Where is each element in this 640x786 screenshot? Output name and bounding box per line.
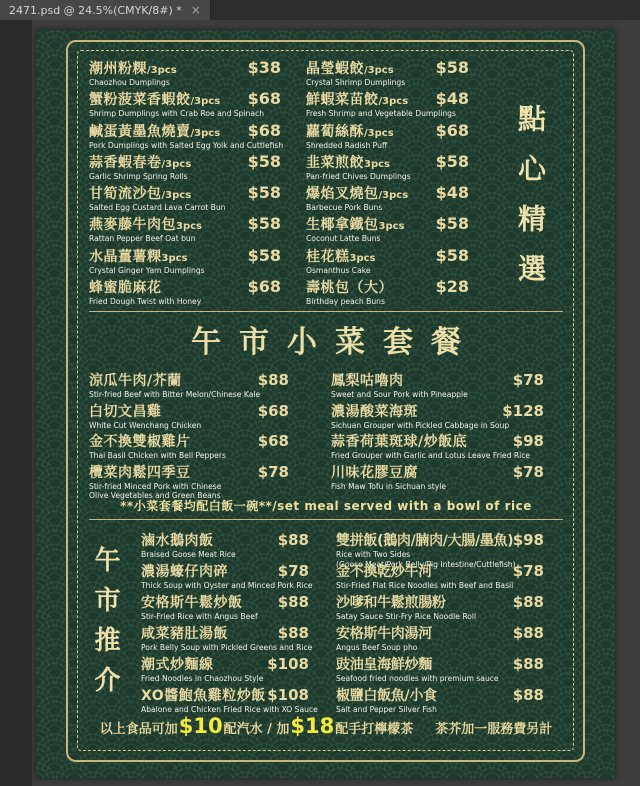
item-name-cn: 桂花糕3pcs — [306, 248, 376, 265]
menu-item-row — [89, 152, 281, 172]
menu-item — [89, 277, 281, 308]
item-name-cn: 鹹蛋黃墨魚燒賣/3pcs — [89, 123, 221, 140]
item-name-cn: 滷水鵝肉飯 — [141, 533, 214, 549]
menu-item — [89, 183, 281, 214]
item-price: $88 — [277, 531, 309, 549]
item-name-en: Satay Sauce Stir-Fry Rice Noodle Roll — [336, 612, 477, 621]
item-price: $58 — [247, 183, 281, 203]
menu-item — [89, 152, 281, 183]
tab-close-icon[interactable]: × — [190, 3, 201, 17]
item-name-en: Salt and Pepper Silver Fish — [336, 705, 437, 714]
footnote-text-1: 以上食品可加 — [99, 722, 178, 737]
item-name-en: Stir-Fried Flat Rice Noodles with Beef and Basil — [336, 581, 514, 590]
item-qty: /3pcs — [364, 65, 394, 76]
lunch-special-left-column — [141, 530, 318, 716]
dimsum-left-column — [89, 58, 284, 308]
item-price: $28 — [435, 277, 469, 297]
item-name-cn: 燕麥藤牛肉包3pcs — [89, 217, 202, 234]
item-name-cn: 鮮蝦菜苗餃/3pcs — [306, 92, 409, 109]
item-name-en: Braised Goose Meat Rice — [141, 550, 236, 559]
item-name-en: Sichuan Grouper with Pickled Cabbage in Soup — [331, 420, 510, 430]
menu-item — [89, 401, 289, 432]
menu-item-row — [89, 370, 289, 390]
item-qty: 3pcs — [349, 252, 376, 264]
item-name-en: Garlic Shrimp Spring Rolls — [89, 171, 188, 181]
menu-item-row — [306, 214, 469, 234]
item-name-en: Stir-Fried Rice with Angus Beef — [141, 612, 258, 621]
item-price: $88 — [277, 624, 309, 642]
item-name-cn: 蒜香蝦春卷/3pcs — [89, 154, 192, 171]
menu-item-row — [141, 530, 309, 550]
item-qty: 3pcs — [176, 221, 202, 233]
menu-item-row — [89, 214, 281, 234]
item-qty: /3pcs — [364, 127, 394, 139]
menu-item — [306, 152, 469, 183]
item-name-en: Thick Soup with Oyster and Minced Pork Rice — [141, 581, 313, 590]
item-name-en: Abalone and Chicken Fried Rice with XO Sauce — [141, 705, 318, 714]
section-divider-bottom — [89, 519, 563, 520]
item-name-cn: 安格斯牛鬆炒飯 — [141, 595, 243, 611]
item-name-en: Chaozhou Dumplings — [89, 78, 170, 87]
menu-item-row — [89, 58, 281, 78]
item-name-en: Fried Grouper with Garlic and Lotus Leave Fried Rice — [331, 451, 531, 460]
item-qty: 3pcs — [378, 221, 405, 233]
item-name-en: Stir-fried Minced Pork with Chinese — [89, 481, 222, 491]
item-price: $38 — [247, 58, 281, 77]
item-qty: /3pcs — [378, 190, 409, 202]
item-name-cn: 生椰拿鐵包3pcs — [306, 217, 405, 234]
menu-item-row — [306, 183, 469, 203]
item-name-cn: 爆焰叉燒包/3pcs — [306, 186, 409, 203]
menu-item-row — [336, 561, 544, 581]
item-price: $78 — [257, 462, 289, 481]
menu-item-row — [306, 58, 469, 78]
item-name-cn: 蘿蔔絲酥/3pcs — [306, 123, 394, 140]
item-name-cn: 水晶薑薯粿3pcs — [89, 248, 188, 265]
item-price: $78 — [512, 562, 544, 580]
item-qty: /3pcs — [147, 65, 177, 76]
item-name-cn: 涼瓜牛肉/芥蘭 — [89, 373, 182, 389]
item-price: $68 — [257, 432, 289, 450]
menu-item-row — [306, 121, 469, 141]
dimsum-section-title: 點心精選 — [514, 104, 547, 304]
menu-item — [89, 89, 281, 120]
item-price: $78 — [277, 562, 309, 580]
menu-item-row — [141, 623, 309, 643]
item-price: $78 — [512, 371, 544, 389]
item-price: $98 — [512, 531, 544, 549]
item-price: $88 — [512, 593, 544, 611]
item-price: $58 — [435, 151, 469, 171]
document-tab-title: 2471.psd @ 24.5%(CMYK/8#) * — [9, 3, 182, 17]
menu-item-row — [336, 530, 544, 550]
item-name-en: Fresh Shrimp and Vegetable Dumplings — [306, 109, 456, 119]
menu-item — [336, 530, 544, 569]
menu-item-row — [306, 246, 469, 266]
menu-item-row — [306, 152, 469, 172]
item-price: $58 — [435, 245, 469, 265]
item-name-cn: 白切文昌雞 — [89, 403, 162, 420]
item-price: $58 — [247, 245, 281, 265]
item-price: $58 — [435, 214, 469, 234]
menu-footnote — [79, 714, 573, 738]
menu-item-row — [336, 654, 544, 674]
menu-item-row — [89, 183, 281, 203]
menu-item-row — [141, 685, 309, 705]
menu-item — [89, 246, 281, 277]
item-price: $58 — [435, 58, 469, 77]
menu-item — [306, 277, 469, 308]
item-price: $48 — [435, 89, 469, 109]
item-price: $68 — [435, 120, 469, 140]
panel-edge — [0, 20, 32, 786]
menu-item — [336, 654, 544, 685]
item-name-en: Thai Basil Chicken with Bell Peppers — [89, 451, 226, 460]
footnote-text-2: 配汽水 / 加 — [223, 722, 290, 737]
item-name-en: White Cut Wenchang Chicken — [89, 420, 202, 430]
menu-item-row — [336, 592, 544, 612]
item-qty: /3pcs — [190, 96, 221, 108]
menu-item — [336, 561, 544, 592]
item-qty: 3pcs — [364, 158, 390, 170]
item-price: $78 — [512, 462, 544, 481]
item-qty: /3pcs — [378, 96, 409, 108]
item-price: $88 — [277, 593, 309, 611]
item-name-cn: 豉油皇海鮮炒麵 — [336, 657, 432, 673]
menu-item-row — [331, 431, 544, 451]
item-name-cn: XO醬鮑魚雞粒炒飯 — [141, 688, 266, 704]
item-name-en: Seafood fried noodles with premium sauce — [336, 674, 499, 683]
menu-item — [306, 214, 469, 245]
menu-item — [141, 623, 313, 654]
item-name-en: Stir-fried Beef with Bitter Melon/Chinese Kale — [89, 390, 261, 399]
item-price: $88 — [512, 624, 544, 642]
item-name-en: Osmanthus Cake — [306, 265, 371, 275]
lunch-set-left-column — [89, 370, 289, 501]
item-name-en: Angus Beef Soup pho — [336, 643, 418, 652]
menu-item-row — [306, 277, 469, 297]
item-name-en: Fish Maw Tofu in Sichuan style — [331, 481, 446, 491]
item-price: $88 — [512, 655, 544, 673]
item-name-cn: 甘筍流沙包/3pcs — [89, 186, 192, 203]
menu-item-row — [331, 462, 544, 482]
menu-item — [336, 685, 544, 716]
item-price: $88 — [257, 371, 289, 389]
item-name-en: Olive Vegetables and Green Beans — [89, 491, 221, 501]
footnote-text-3: 配手打檸檬茶 — [335, 722, 414, 737]
item-name-en: Shredded Radish Puff — [306, 140, 388, 150]
lunch-special-right-column — [336, 530, 544, 716]
item-qty: 3pcs — [161, 252, 188, 264]
item-name-en: Salted Egg Custard Lava Carrot Bun — [89, 203, 226, 213]
menu-item-row — [331, 401, 544, 421]
menu-item — [141, 685, 318, 716]
item-name-cn: 鳳梨咕嚕肉 — [331, 373, 404, 389]
menu-item-row — [141, 592, 309, 612]
tab-bar — [0, 0, 640, 20]
menu-item — [141, 592, 309, 623]
menu-item — [89, 431, 289, 462]
menu-item-row — [331, 370, 544, 390]
item-name-cn: 韭菜煎餃3pcs — [306, 154, 390, 171]
menu-item-row — [89, 401, 289, 421]
menu-item — [331, 401, 544, 432]
menu-item — [306, 58, 469, 89]
item-name-cn: 沙嗲和牛鬆煎腸粉 — [336, 595, 446, 611]
item-name-cn: 蟹粉菠菜香蝦餃/3pcs — [89, 92, 221, 109]
item-name-en: (Goose Meat/Pork Belly/Pig Intestine/Cuttlefish) — [336, 559, 516, 569]
set-meal-note: **小菜套餐均配白飯一碗**/set meal served with a bowl of rice — [120, 499, 532, 513]
menu-document[interactable] — [36, 30, 615, 778]
item-name-en: Sweet and Sour Pork with Pineapple — [331, 390, 468, 399]
item-price: $48 — [435, 183, 469, 203]
item-name-en: Pork Dumplings with Salted Egg Yolk and Cuttlefish — [89, 140, 284, 150]
menu-item — [89, 120, 284, 152]
menu-item-row — [89, 277, 281, 297]
menu-item — [336, 623, 544, 654]
menu-item-row — [336, 623, 544, 643]
item-name-en: Fried Noodles in Chaozhou Style — [141, 674, 264, 683]
menu-item — [306, 246, 469, 277]
item-price: $98 — [512, 432, 544, 450]
menu-item-row — [141, 654, 309, 674]
item-qty: /3pcs — [161, 158, 192, 170]
item-name-en: Pan-fried Chives Dumplings — [306, 171, 411, 181]
document-tab[interactable] — [0, 0, 211, 20]
item-name-en: Crystal Shrimp Dumplings — [306, 78, 406, 87]
item-name-en: Pork Belly Soup with Pickled Greens and Rice — [141, 643, 313, 652]
item-price: $68 — [247, 89, 281, 109]
item-name-cn: 椒鹽白飯魚/小食 — [336, 688, 437, 704]
item-price: $58 — [247, 214, 281, 234]
menu-item-row — [89, 121, 281, 141]
item-name-en: Birthday peach Buns — [306, 297, 385, 307]
item-name-en: Crystal Ginger Yam Dumplings — [89, 265, 205, 275]
menu-item — [331, 370, 544, 401]
menu-item-row — [89, 462, 289, 482]
menu-item — [331, 431, 544, 462]
item-name-cn: 蒜香荷葉斑球/炒飯底 — [331, 434, 468, 450]
menu-item-row — [141, 561, 309, 581]
lunch-set-title: 午市小菜套餐 — [191, 325, 479, 360]
menu-item — [89, 214, 281, 245]
footnote-price-soda: $10 — [178, 714, 223, 738]
item-name-en: Rice with Two Sides — [336, 550, 411, 559]
menu-item — [89, 58, 281, 89]
menu-item — [306, 183, 469, 214]
menu-item-row — [336, 685, 544, 705]
item-name-cn: 川味花膠豆腐 — [331, 464, 418, 481]
item-name-cn: 晶瑩蝦餃/3pcs — [306, 61, 394, 77]
item-name-cn: 欖菜肉鬆四季豆 — [89, 464, 191, 481]
item-name-en: Shrimp Dumplings with Crab Roe and Spinach — [89, 109, 265, 119]
section-divider-top — [89, 311, 563, 312]
item-name-en: Barbecue Pork Buns — [306, 203, 383, 213]
menu-item — [141, 561, 313, 592]
item-name-en: Coconut Latte Buns — [306, 234, 381, 244]
item-price: $68 — [257, 401, 289, 420]
item-price: $108 — [267, 686, 309, 704]
menu-item — [89, 462, 289, 501]
menu-item — [306, 89, 469, 120]
menu-item-row — [306, 89, 469, 109]
menu-item-row — [89, 89, 281, 109]
menu-item — [141, 654, 309, 685]
lunch-special-section-title: 午市推介 — [90, 545, 120, 706]
item-name-cn: 壽桃包（大） — [306, 280, 393, 297]
item-name-cn: 金不換乾炒牛河 — [336, 564, 432, 580]
item-name-cn: 咸菜豬肚湯飯 — [141, 626, 228, 642]
item-name-cn: 濃湯酸菜海斑 — [331, 403, 418, 420]
menu-item — [331, 462, 544, 493]
item-name-cn: 蜂蜜脆麻花 — [89, 280, 162, 297]
item-name-en: Rattan Pepper Beef Oat bun — [89, 234, 196, 244]
menu-item-row — [89, 246, 281, 266]
item-name-cn: 金不換雙椒雞片 — [89, 434, 191, 450]
lunch-set-right-column — [331, 370, 544, 492]
item-price: $88 — [512, 686, 544, 704]
menu-item-row — [89, 431, 289, 451]
canvas-workspace — [0, 20, 640, 786]
item-price: $108 — [267, 655, 309, 673]
footnote-price-lemon-tea: $18 — [290, 714, 335, 738]
item-name-cn: 濃湯蠔仔肉碎 — [141, 564, 228, 580]
menu-item — [141, 530, 309, 561]
footnote-service-charge: 茶芥加一服務費另計 — [435, 722, 553, 737]
item-name-cn: 雙拼飯(鵝肉/腩肉/大腸/墨魚) — [336, 533, 514, 549]
item-name-cn: 潮式炒麵線 — [141, 657, 214, 673]
item-price: $128 — [502, 401, 544, 420]
item-price: $68 — [247, 120, 281, 140]
menu-item — [306, 121, 469, 152]
item-name-en: Fried Dough Twist with Honey — [89, 297, 202, 307]
dimsum-right-column — [306, 58, 469, 308]
item-qty: /3pcs — [161, 190, 192, 202]
item-price: $68 — [247, 277, 281, 297]
item-name-cn: 潮州粉粿/3pcs — [89, 61, 177, 77]
menu-item — [336, 592, 544, 623]
menu-item — [89, 370, 289, 401]
item-qty: /3pcs — [190, 127, 221, 139]
item-name-cn: 安格斯牛肉湯河 — [336, 626, 432, 642]
item-price: $58 — [247, 151, 281, 171]
